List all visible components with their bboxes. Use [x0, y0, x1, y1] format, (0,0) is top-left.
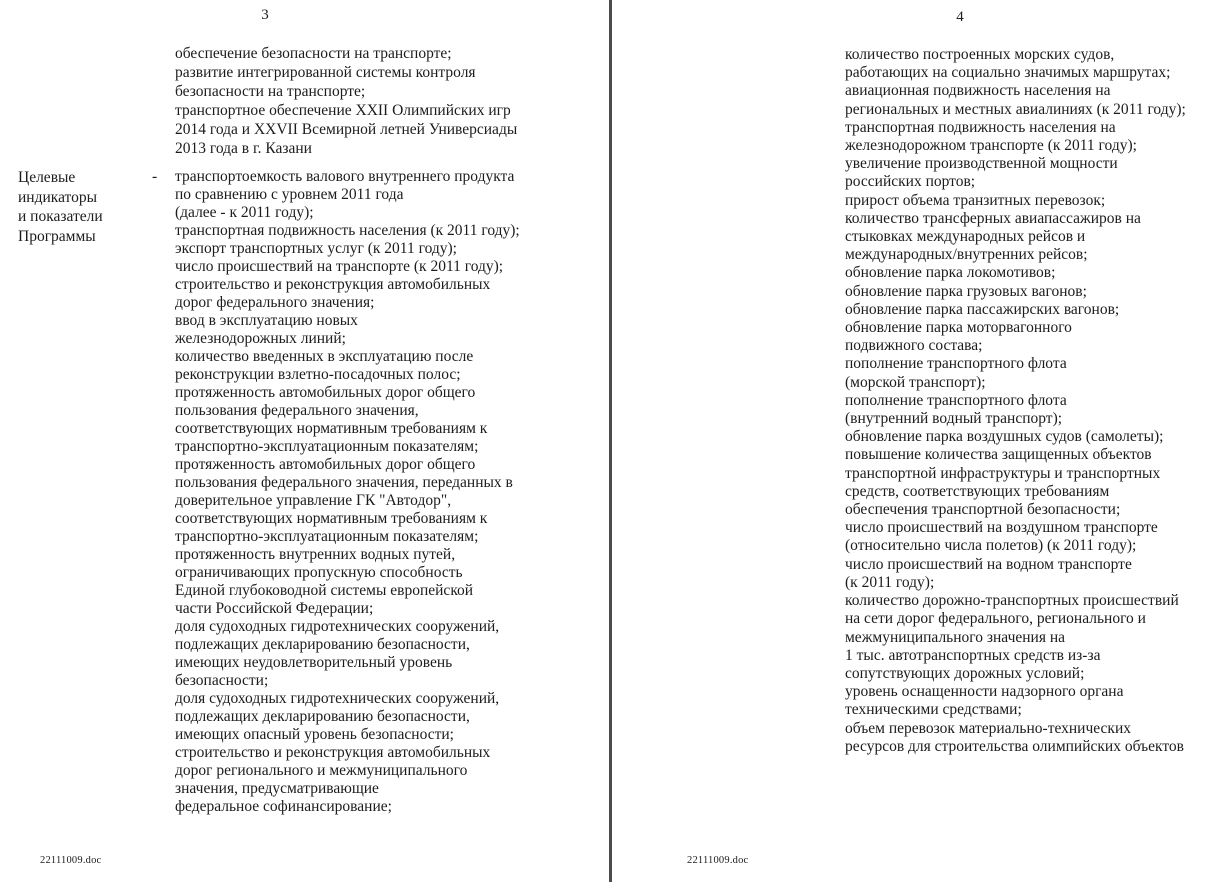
text-line: дорог регионального и межмуниципального — [175, 762, 468, 779]
text-line: железнодорожном транспорте (к 2011 году); — [845, 137, 1137, 155]
text-line: обеспечение безопасности на транспорте; — [175, 45, 452, 62]
page-number-4: 4 — [956, 9, 964, 25]
footer-filename: 22111009.doc — [687, 855, 749, 866]
program-goals-continued-paragraph — [175, 44, 615, 158]
text-line: сопутствующих дорожных условий; — [845, 664, 1085, 682]
text-line: (морской транспорт); — [845, 373, 986, 391]
text-line: транспортно-эксплуатационным показателям; — [175, 528, 479, 545]
text-line: индикаторы — [18, 188, 98, 206]
text-line: обновление парка пассажирских вагонов; — [845, 300, 1120, 318]
text-line: экспорт транспортных услуг (к 2011 году); — [175, 240, 457, 257]
text-line: протяженность автомобильных дорог общего — [175, 384, 476, 401]
text-line: транспортоемкость валового внутреннего продукта — [175, 168, 515, 185]
text-line: дорог федерального значения; — [175, 294, 375, 311]
text-line: количество трансферных авиапассажиров на — [845, 209, 1141, 227]
text-line: пополнение транспортного флота — [845, 355, 1067, 373]
text-line: соответствующих нормативным требованиям к — [175, 510, 488, 527]
text-line: ввод в эксплуатацию новых — [175, 312, 358, 329]
row-label-target-indicators — [18, 168, 168, 246]
text-line: и показатели — [18, 208, 103, 225]
text-line: российских портов; — [845, 173, 976, 191]
text-line: межмуниципального значения на — [845, 628, 1066, 646]
indicators-list-page-3 — [175, 168, 620, 816]
text-line: (к 2011 году); — [845, 573, 935, 591]
text-line: прирост объема транзитных перевозок; — [845, 191, 1106, 209]
text-line: количество дорожно-транспортных происшествий — [845, 592, 1179, 610]
text-line: средств, соответствующих требованиям — [845, 482, 1110, 500]
text-line: реконструкции взлетно-посадочных полос; — [175, 366, 461, 383]
text-line: железнодорожных линий; — [175, 330, 346, 347]
footer-filename: 22111009.doc — [40, 855, 102, 866]
text-line: протяженность внутренних водных путей, — [175, 546, 456, 563]
text-line: региональных и местных авиалиниях (к 2011 году); — [845, 100, 1186, 118]
text-line: имеющих неудовлетворительный уровень — [175, 654, 453, 671]
text-line: транспортно-эксплуатационным показателям; — [175, 438, 479, 455]
text-line: федеральное софинансирование; — [175, 798, 392, 815]
text-line: обновление парка воздушных судов (самолеты); — [845, 428, 1164, 446]
text-line: ограничивающих пропускную способность — [175, 564, 463, 581]
text-line: части Российской Федерации; — [175, 600, 374, 617]
indicators-list-page-4 — [845, 46, 1222, 756]
text-line: пользования федерального значения, — [175, 402, 419, 419]
text-line: транспортной инфраструктуры и транспортных — [845, 464, 1161, 482]
text-line: 2014 года и XXVII Всемирной летней Универсиады — [175, 121, 518, 138]
page-3 — [0, 0, 609, 882]
text-line: обновление парка моторвагонного — [845, 319, 1072, 337]
text-line: по сравнению с уровнем 2011 года — [175, 186, 404, 203]
text-line: подлежащих декларированию безопасности, — [175, 636, 470, 653]
text-line: пользования федерального значения, переданных в — [175, 474, 513, 491]
text-line: строительство и реконструкция автомобильных — [175, 744, 491, 761]
text-line: подвижного состава; — [845, 337, 983, 355]
list-dash: - — [152, 168, 158, 185]
text-line: (далее - к 2011 году); — [175, 204, 314, 221]
text-line: развитие интегрированной системы контроля — [175, 64, 476, 81]
text-line: подлежащих декларированию безопасности, — [175, 708, 470, 725]
text-line: (относительно числа полетов) (к 2011 году); — [845, 537, 1137, 555]
text-line: доля судоходных гидротехнических сооружений, — [175, 690, 500, 707]
text-line: соответствующих нормативным требованиям к — [175, 420, 488, 437]
text-line: авиационная подвижность населения на — [845, 82, 1111, 100]
text-line: число происшествий на воздушном транспорте — [845, 519, 1158, 537]
text-line: доверительное управление ГК "Автодор", — [175, 492, 452, 509]
text-line: транспортная подвижность населения на — [845, 118, 1116, 136]
text-line: международных/внутренних рейсов; — [845, 246, 1088, 264]
text-line: число происшествий на транспорте (к 2011 году); — [175, 258, 504, 275]
text-line: Единой глубоководной системы европейской — [175, 582, 474, 599]
text-line: транспортная подвижность населения (к 2011 году); — [175, 222, 520, 239]
text-line: протяженность автомобильных дорог общего — [175, 456, 476, 473]
text-line: стыковках международных рейсов и — [845, 228, 1086, 246]
text-line: объем перевозок материально-технических — [845, 719, 1131, 737]
text-line: имеющих опасный уровень безопасности; — [175, 726, 454, 743]
text-line: повышение количества защищенных объектов — [845, 446, 1152, 464]
text-line: 1 тыс. автотранспортных средств из-за — [845, 646, 1101, 664]
text-line: доля судоходных гидротехнических сооружений, — [175, 618, 500, 635]
text-line: увеличение производственной мощности — [845, 155, 1118, 173]
text-line: 2013 года в г. Казани — [175, 140, 312, 157]
text-line: обеспечения транспортной безопасности; — [845, 501, 1121, 519]
page-number-3: 3 — [261, 7, 269, 23]
text-line: на сети дорог федерального, регионального и — [845, 610, 1146, 628]
text-line: пополнение транспортного флота — [845, 391, 1067, 409]
text-line: уровень оснащенности надзорного органа — [845, 683, 1124, 701]
text-line: Целевые — [18, 169, 76, 186]
text-line: Программы — [18, 227, 96, 245]
text-line: количество введенных в эксплуатацию после — [175, 348, 474, 365]
text-line: количество построенных морских судов, — [845, 46, 1115, 63]
text-line: значения, предусматривающие — [175, 780, 379, 797]
text-line: транспортное обеспечение XXII Олимпийских игр — [175, 102, 511, 119]
text-line: (внутренний водный транспорт); — [845, 410, 1063, 428]
text-line: ресурсов для строительства олимпийских объектов — [845, 737, 1184, 755]
text-line: безопасности на транспорте; — [175, 83, 366, 100]
text-line: обновление парка грузовых вагонов; — [845, 282, 1087, 300]
text-line: безопасности; — [175, 672, 269, 689]
text-line: техническими средствами; — [845, 701, 1022, 719]
text-line: число происшествий на водном транспорте — [845, 555, 1132, 573]
text-line: обновление парка локомотивов; — [845, 264, 1056, 282]
text-line: работающих на социально значимых маршрутах; — [845, 64, 1171, 82]
text-line: строительство и реконструкция автомобильных — [175, 276, 491, 293]
page-4 — [612, 0, 1222, 882]
